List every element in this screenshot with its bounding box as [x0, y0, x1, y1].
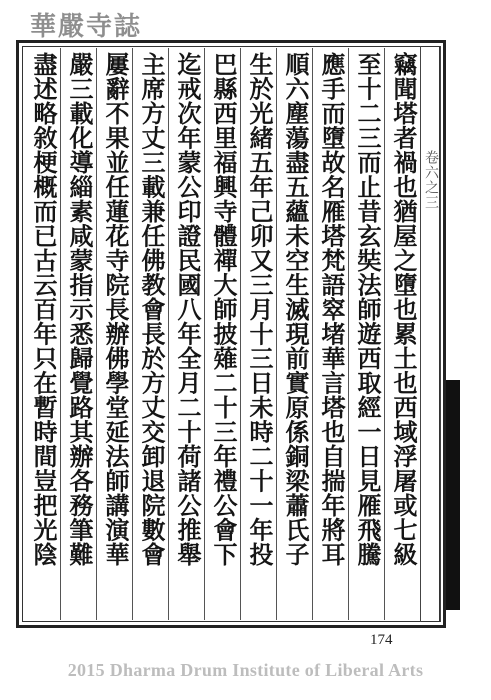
text-column-11: 盡述略敘梗概而已古云百年只在暫時間豈把光陰	[29, 52, 58, 567]
page-number: 174	[370, 632, 393, 648]
text-column-3: 應手而墮故名雁塔梵語窣堵華言塔也自揣年將耳	[317, 52, 346, 567]
text-column-2: 至十二三而止昔玄奘法師遊西取經一日見雁飛騰	[353, 52, 382, 567]
text-column-4: 順六塵蕩盡五蘊未空生滅現前實原係銅梁蕭氏子	[281, 52, 310, 567]
text-column-8: 主席方丈三載兼任佛教會長於方丈交卸退院數會	[137, 52, 166, 567]
text-column-5: 生於光緒五年己卯又三月十三日未時二十一年投	[245, 52, 274, 567]
text-column-7: 迄戒次年蒙公印證民國八年全月二十荷諸公推舉	[173, 52, 202, 567]
text-columns	[24, 52, 420, 618]
text-column-9: 屢辭不果並任蓮花寺院長辦佛學堂延法師講演華	[101, 52, 130, 567]
margin-title: 卷六之三	[423, 150, 439, 210]
margin-rule-right	[440, 46, 441, 622]
text-column-6: 巴縣西里福興寺體禪大師披薙二十三年禮公會下	[209, 52, 238, 567]
text-column-10: 嚴三載化導緇素咸蒙指示悉歸覺路其辦各務筆難	[65, 52, 94, 567]
text-column-1: 竊聞塔者禍也猶屋之墮也累土也西域浮屠或七級	[389, 52, 418, 567]
margin-black-block	[446, 380, 460, 610]
copyright-watermark: 2015 Dharma Drum Institute of Liberal Arts	[67, 660, 424, 680]
header-fragment: 華嚴寺誌	[30, 12, 143, 42]
